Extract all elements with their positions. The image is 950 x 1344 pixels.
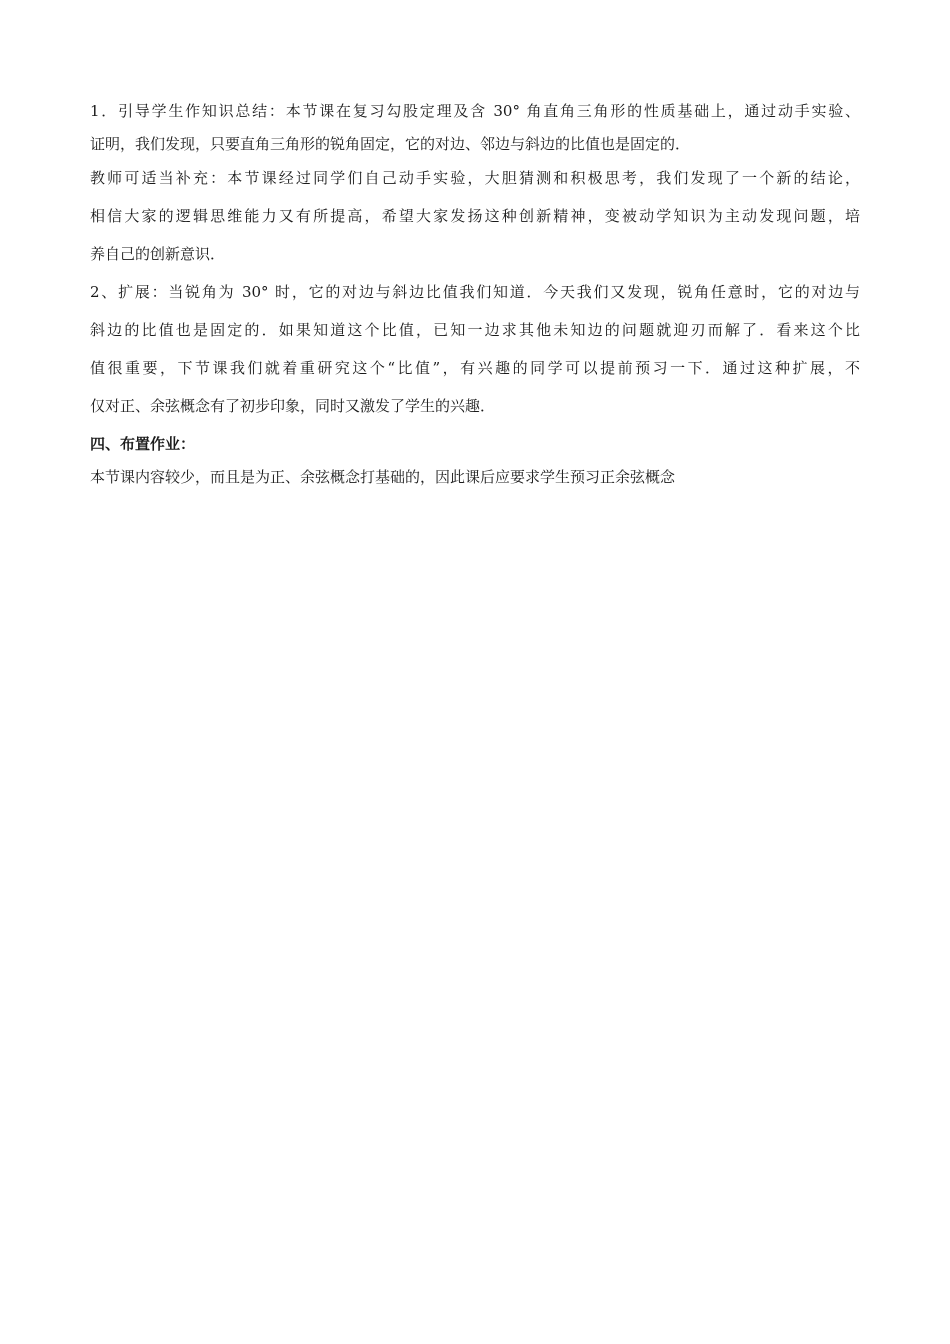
extension-paragraph <box>90 273 860 425</box>
text-line: 证明，我们发现，只要直角三角形的锐角固定，它的对边、邻边与斜边的比值也是固定的． <box>90 135 691 153</box>
text-line: 养自己的创新意识． <box>90 245 226 263</box>
summary-paragraph <box>90 92 860 159</box>
document-body <box>90 92 860 492</box>
text-line: 教师可适当补充：本节课经过同学们自己动手实验，大胆猜测和积极思考，我们发现了一个新的结论， <box>90 169 860 187</box>
text-line: 相信大家的逻辑思维能力又有所提高，希望大家发扬这种创新精神，变被动学知识为主动发现问题，培 <box>90 207 860 225</box>
section-heading: 四、布置作业： <box>90 435 196 453</box>
text-line: 仅对正、余弦概念有了初步印象，同时又激发了学生的兴趣． <box>90 397 496 415</box>
text-line: 1．引导学生作知识总结：本节课在复习勾股定理及含 30° 角直角三角形的性质基础上，通过动手实验、 <box>90 102 860 120</box>
homework-paragraph: 本节课内容较少，而且是为正、余弦概念打基础的，因此课后应要求学生预习正余弦概念 <box>90 468 676 486</box>
text-line: 2、扩展：当锐角为 30° 时，它的对边与斜边比值我们知道．今天我们又发现，锐角任意时，它的对边与 <box>90 283 860 301</box>
text-line: 斜边的比值也是固定的．如果知道这个比值，已知一边求其他未知边的问题就迎刃而解了．看来这个比 <box>90 321 860 339</box>
text-line: 值很重要，下节课我们就着重研究这个“比值”，有兴趣的同学可以提前预习一下．通过这种扩展，不 <box>90 359 860 377</box>
teacher-supplement-paragraph <box>90 159 860 273</box>
